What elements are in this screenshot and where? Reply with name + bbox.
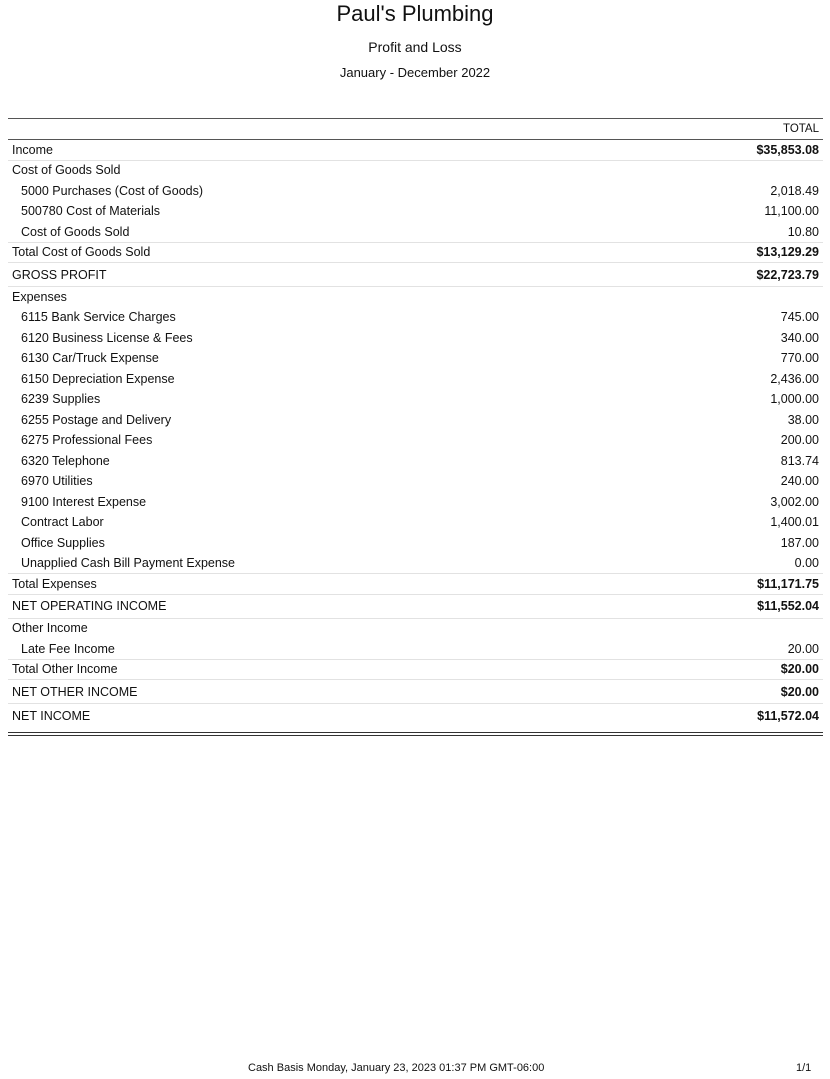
row-label: Cost of Goods Sold — [12, 163, 121, 178]
row-amount: 11,100.00 — [764, 204, 819, 219]
row-label: Late Fee Income — [21, 641, 115, 656]
row-label: 6320 Telephone — [21, 453, 110, 468]
row-amount: 10.80 — [787, 224, 819, 239]
row-label: 6115 Bank Service Charges — [21, 310, 176, 325]
table-row — [8, 243, 823, 264]
row-amount: $20.00 — [780, 684, 819, 699]
table-row — [8, 619, 823, 640]
report-period: January - December 2022 — [339, 65, 491, 80]
row-amount: $11,572.04 — [757, 708, 819, 723]
table-row — [8, 161, 823, 182]
row-amount: 770.00 — [780, 351, 819, 366]
row-label: Contract Labor — [21, 515, 104, 530]
row-label: Other Income — [12, 621, 88, 636]
row-label: 6275 Professional Fees — [21, 433, 153, 448]
table-row — [8, 181, 823, 202]
row-label: 6239 Supplies — [21, 392, 101, 407]
row-label: 500780 Cost of Materials — [21, 204, 160, 219]
company-name: Paul's Plumbing — [336, 1, 494, 26]
table-row — [8, 554, 823, 575]
table-row — [8, 533, 823, 554]
row-label: 5000 Purchases (Cost of Goods) — [21, 183, 204, 198]
row-label: GROSS PROFIT — [12, 267, 107, 282]
column-header-row — [8, 119, 823, 140]
table-row — [8, 680, 823, 704]
table-row — [8, 492, 823, 513]
table-row — [8, 263, 823, 287]
row-amount: 3,002.00 — [770, 494, 819, 509]
double-rule — [8, 732, 823, 736]
row-amount: $11,552.04 — [757, 599, 819, 613]
table-row — [8, 660, 823, 681]
row-amount: 38.00 — [787, 412, 819, 427]
table-row — [8, 222, 823, 243]
table-row — [8, 369, 823, 390]
row-label: NET OPERATING INCOME — [12, 599, 167, 613]
row-label: Unapplied Cash Bill Payment Expense — [21, 556, 236, 571]
table-row — [8, 704, 823, 728]
table-row — [8, 390, 823, 411]
row-amount: 200.00 — [780, 433, 819, 448]
table-body — [8, 140, 823, 728]
table-row — [8, 287, 823, 308]
row-label: 9100 Interest Expense — [21, 494, 147, 509]
row-amount: 240.00 — [780, 474, 819, 489]
table-row — [8, 431, 823, 452]
row-label: 6120 Business License & Fees — [21, 330, 193, 345]
row-label: Cost of Goods Sold — [21, 224, 130, 239]
row-label: 6130 Car/Truck Expense — [21, 351, 159, 366]
row-amount: $11,171.75 — [757, 576, 819, 591]
row-amount: 340.00 — [780, 330, 819, 345]
row-label: Total Expenses — [12, 576, 97, 591]
profit-loss-table — [8, 118, 823, 736]
row-label: 6255 Postage and Delivery — [21, 412, 172, 427]
row-label: Office Supplies — [21, 535, 105, 550]
table-row — [8, 349, 823, 370]
row-label: 6150 Depreciation Expense — [21, 371, 175, 386]
row-label: NET OTHER INCOME — [12, 684, 138, 699]
row-amount: 2,436.00 — [770, 371, 819, 386]
row-amount: 1,400.01 — [770, 515, 819, 530]
table-row — [8, 410, 823, 431]
table-row — [8, 574, 823, 595]
table-row — [8, 451, 823, 472]
table-row — [8, 513, 823, 534]
row-amount: $13,129.29 — [756, 245, 819, 260]
row-amount: $22,723.79 — [756, 267, 819, 282]
row-amount: 1,000.00 — [770, 392, 819, 407]
row-label: Total Other Income — [12, 662, 118, 677]
table-row — [8, 328, 823, 349]
row-amount: 0.00 — [794, 556, 819, 571]
row-label: Income — [12, 142, 53, 157]
row-amount: 187.00 — [780, 535, 819, 550]
row-amount: 813.74 — [780, 453, 819, 468]
table-row — [8, 595, 823, 619]
table-row — [8, 202, 823, 223]
row-amount: 745.00 — [780, 310, 819, 325]
column-header-total: TOTAL — [783, 123, 819, 135]
report-title: Profit and Loss — [368, 39, 462, 55]
row-amount: 2,018.49 — [770, 183, 819, 198]
row-label: Total Cost of Goods Sold — [12, 245, 151, 260]
table-row — [8, 140, 823, 161]
row-amount: $20.00 — [780, 662, 819, 677]
table-row — [8, 639, 823, 660]
row-amount: 20.00 — [787, 641, 819, 656]
row-label: Expenses — [12, 289, 67, 304]
row-label: NET INCOME — [12, 708, 91, 723]
page-number: 1/1 — [796, 1062, 812, 1074]
table-row — [8, 308, 823, 329]
row-label: 6970 Utilities — [21, 474, 93, 489]
table-row — [8, 472, 823, 493]
row-amount: $35,853.08 — [756, 142, 819, 157]
footer-basis-timestamp: Cash Basis Monday, January 23, 2023 01:37 PM GMT-06:00 — [248, 1062, 545, 1074]
